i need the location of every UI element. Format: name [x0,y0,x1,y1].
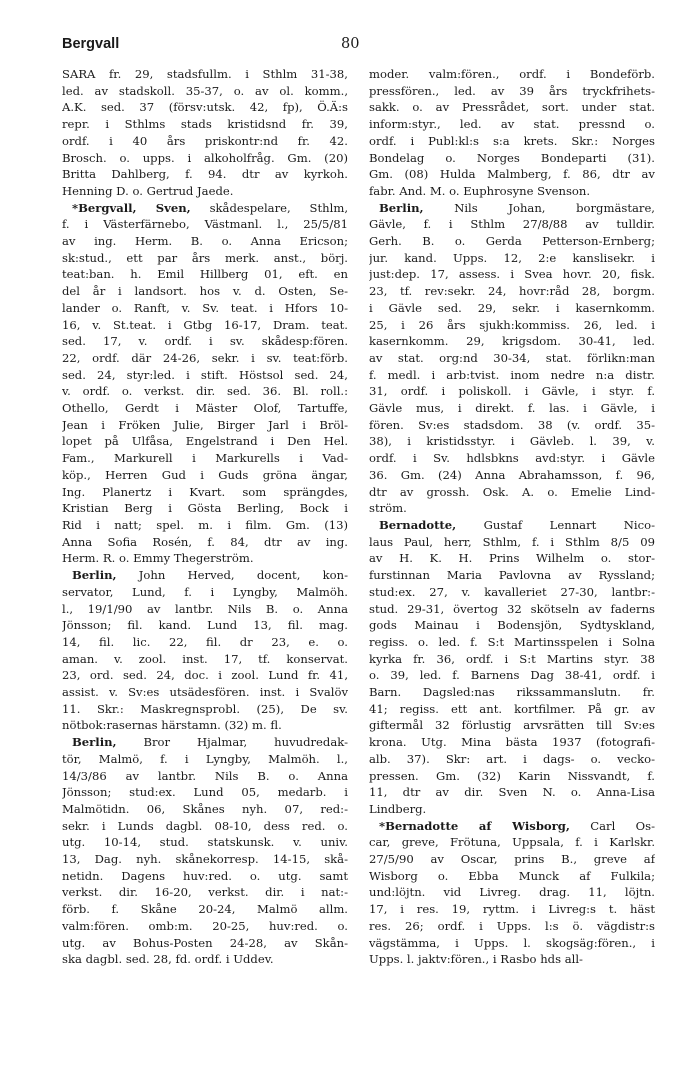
line-text: 41; regiss. ett ant. kortfilmer. På gr. av [369,701,655,716]
text-line [369,467,655,484]
text-line [62,834,348,851]
text-line [369,183,655,200]
text-line [369,517,655,534]
text-line [62,83,348,100]
text-line [62,383,348,400]
line-text: John Herved, docent, kon- [116,568,348,583]
text-line [62,884,348,901]
line-text: Bondelag o. Norges Bondeparti (31). [369,150,655,165]
text-line [62,717,348,734]
line-text: A.K. sed. 37 (försv:utsk. 42, fp), Ö.Ä:s [62,100,348,115]
text-line [369,550,655,567]
entry-headword: Berlin, [379,200,424,215]
line-text: furstinnan Maria Pavlovna av Ryssland; [369,568,655,583]
line-text: i Gävle sed. 29, sekr. i kasernkomm. [369,300,655,315]
line-text: 14/3/86 av lantbr. Nils B. o. Anna [62,768,348,783]
text-line [369,884,655,901]
text-line [62,550,348,567]
text-line [369,935,655,952]
text-line [62,484,348,501]
line-text: jur. kand. Upps. 12, 2:e kanslisekr. i [369,250,655,265]
line-text: stud. 29-31, övertog 32 skötseln av faderns [369,601,655,616]
line-text: ordf. i 40 års priskontr:nd fr. 42. [62,133,348,148]
line-text: sakk. o. av Pressrådet, sort. under stat. [369,100,655,115]
left-column [62,66,348,968]
text-line [369,283,655,300]
line-text: sekr. i Lunds dagbl. 08-10, dess red. o. [62,818,348,833]
line-text: teat:ban. h. Emil Hillberg 01, eft. en [62,267,348,282]
text-line [369,400,655,417]
text-line [369,383,655,400]
line-text: Gävle mus, i direkt. f. las. i Gävle, i [369,401,655,416]
text-line [369,801,655,818]
line-text: pressfören., led. av 39 års tryckfrihets- [369,83,655,98]
text-line [62,918,348,935]
line-text: moder. valm:fören., ordf. i Bondeförb. [369,67,655,81]
line-text: 31, ordf. i poliskoll. i Gävle, i styr. f. [369,384,655,399]
line-text: inform:styr., led. av stat. pressnd o. [369,117,655,132]
entry-headword: Bernadotte, [379,517,457,532]
text-line [62,133,348,150]
line-text: aman. v. zool. inst. 17, tf. konservat. [62,651,348,666]
line-text: ström. [369,501,407,516]
text-line [369,367,655,384]
text-line [369,868,655,885]
text-line [62,935,348,952]
text-line [62,417,348,434]
line-text: Jönsson; stud:ex. Lund 05, medarb. i [62,785,348,800]
line-text: krona. Utg. Mina bästa 1937 (fotografi- [369,735,655,750]
text-line [369,667,655,684]
text-line [62,784,348,801]
page-header [62,36,642,60]
right-column [369,66,655,968]
line-text: f. i Västerfärnebo, Västmanl. l., 25/5/81 [62,217,348,232]
line-text: kyrka fr. 36, ordf. i S:t Martins styr. 38 [369,651,655,666]
text-line [62,751,348,768]
text-line [62,66,348,83]
line-text: gods Mainau i Bodensjön, Sydtyskland, [369,618,655,633]
line-text: Wisborg o. Ebba Munck af Fulkila; [369,868,655,883]
text-line [369,166,655,183]
line-text: und:löjtn. vid Livreg. drag. 11, löjtn. [369,885,655,900]
text-line [369,617,655,634]
line-text: av H. K. H. Prins Wilhelm o. stor- [369,551,655,566]
text-line [369,266,655,283]
running-head: Bergvall [62,36,120,52]
line-text: skådespelare, Sthlm, [190,200,348,215]
text-line [62,433,348,450]
line-text: utg. av Bohus-Posten 24-28, av Skån- [62,935,348,950]
line-text: Nils Johan, borgmästare, [423,200,655,215]
line-text: köp., Herren Gud i Guds gröna ängar, [62,467,348,482]
text-line [369,951,655,968]
line-text: del år i landsort. hos v. d. Osten, Se- [62,284,348,299]
text-line [369,918,655,935]
line-text: Lindberg. [369,801,427,816]
line-text: fabr. And. M. o. Euphrosyne Svenson. [369,183,591,198]
line-text: Gustaf Lennart Nico- [456,517,655,532]
line-text: Jean i Fröken Julie, Birger Jarl i Bröl- [62,417,348,432]
text-line [369,300,655,317]
text-line [62,534,348,551]
line-text: 22, ordf. där 24-26, sekr. i sv. teat:förb. [62,350,348,365]
line-text: Gävle, f. i Sthlm 27/8/88 av tulldir. [369,217,655,232]
text-line [62,868,348,885]
text-line [62,350,348,367]
line-text: Britta Dahlberg, f. 94. dtr av kyrkoh. [62,167,348,182]
line-text: o. 39, led. f. Barnens Dag 38-41, ordf. i [369,668,655,683]
line-text: 11. Skr.: Maskregnsprobl. (25), De sv. [62,701,348,716]
text-line [369,116,655,133]
text-line [62,317,348,334]
line-text: av stat. org:nd 30-34, stat. förlikn:man [369,350,655,365]
line-text: Fam., Markurell i Markurells i Vad- [62,451,348,466]
text-line [369,717,655,734]
text-line [369,751,655,768]
text-line [369,150,655,167]
line-text: 27/5/90 av Oscar, prins B., greve af [369,852,655,867]
text-line [62,216,348,233]
text-line [62,818,348,835]
line-text: Rid i natt; spel. m. i film. Gm. (13) [62,517,348,532]
text-line [369,634,655,651]
line-text: car, greve, Frötuna, Uppsala, f. i Karlskr. [369,835,655,850]
text-line [62,400,348,417]
text-line [62,684,348,701]
text-line [62,367,348,384]
line-text: Bror Hjalmar, huvudredak- [116,735,348,750]
line-text: Gm. (08) Hulda Malmberg, f. 86, dtr av [369,167,655,182]
entry-headword: Berlin, [72,568,117,583]
text-line [62,99,348,116]
line-text: l., 19/1/90 av lantbr. Nils B. o. Anna [62,601,348,616]
line-text: Upps. l. jaktv:fören., i Rasbo hds all- [369,952,583,967]
text-line [369,333,655,350]
line-text: sk:stud., ett par års merk. anst., börj. [62,250,348,265]
text-line [62,266,348,283]
text-line [369,317,655,334]
entry-headword: Berlin, [72,735,117,750]
text-line [369,250,655,267]
line-text: ordf. i Publ:kl:s s:a krets. Skr.: Norges [369,133,655,148]
text-line [369,567,655,584]
line-text: verkst. dir. 16-20, verkst. dir. i nat:- [62,885,348,900]
line-text: SARA fr. 29, stadsfullm. i Sthlm 31-38, [62,67,348,81]
text-line [62,951,348,968]
line-text: giftermål 32 förlustig arvsrätten till Sv:es [369,718,655,733]
line-text: lopet på Ulfåsa, Engelstrand i Den Hel. [62,434,348,449]
text-line [62,651,348,668]
text-line [62,851,348,868]
line-text: 23, ord. sed. 24, doc. i zool. Lund fr. 41, [62,668,348,683]
text-line [62,617,348,634]
text-line [62,567,348,584]
text-line [62,734,348,751]
text-line [369,834,655,851]
text-line [62,300,348,317]
entry-headword: *Bernadotte af Wisborg, [379,818,570,833]
line-text: 13, Dag. nyh. skånekorresp. 14-15, skå- [62,852,348,867]
line-text: Henning D. o. Gertrud Jaede. [62,183,234,198]
line-text: valm:fören. omb:m. 20-25, huv:red. o. [62,918,348,933]
text-line [62,801,348,818]
line-text: sed. 17, v. ordf. i sv. skådesp:fören. [62,334,348,349]
line-text: 23, tf. rev:sekr. 24, hovr:råd 28, borgm. [369,284,655,299]
text-line [62,467,348,484]
line-text: lander o. Ranft, v. Sv. teat. i Hfors 10- [62,300,348,315]
text-line [369,901,655,918]
text-line [62,200,348,217]
text-line [62,584,348,601]
text-line [62,601,348,618]
text-line [62,150,348,167]
line-text: Carl Os- [569,818,655,833]
text-line [62,517,348,534]
line-text: res. 26; ordf. i Upps. l:s ö. vägdistr:s [369,918,655,933]
line-text: Herm. R. o. Emmy Thegerström. [62,551,254,566]
line-text: stud:ex. 27, v. kavalleriet 27-30, lantbr:- [369,584,655,599]
line-text: fören. Sv:es stadsdom. 38 (v. ordf. 35- [369,417,655,432]
line-text: laus Paul, herr, Sthlm, f. i Sthlm 8/5 09 [369,534,655,549]
text-line [369,768,655,785]
text-line [62,283,348,300]
entry-headword: *Bergvall, Sven, [72,200,191,215]
text-line [62,701,348,718]
line-text: 36. Gm. (24) Anna Abrahamsson, f. 96, [369,467,655,482]
line-text: Othello, Gerdt i Mäster Olof, Tartuffe, [62,401,348,416]
text-line [369,484,655,501]
text-line [369,701,655,718]
line-text: f. medl. i arb:tvist. inom nedre n:a distr. [369,367,655,382]
text-line [369,66,655,83]
text-line [369,83,655,100]
line-text: 16, v. St.teat. i Gtbg 16-17, Dram. teat. [62,317,348,332]
text-line [369,684,655,701]
line-text: 25, i 26 års sjukh:kommiss. 26, led. i [369,317,655,332]
text-line [62,183,348,200]
text-line [369,350,655,367]
line-text: av ing. Herm. B. o. Anna Ericson; [62,234,348,249]
text-line [369,601,655,618]
text-line [369,851,655,868]
line-text: assist. v. Sv:es utsädesfören. inst. i Svalöv [62,685,348,700]
text-line [62,500,348,517]
line-text: netidn. Dagens huv:red. o. utg. samt [62,868,348,883]
line-text: 38), i kristidsstyr. i Gävleb. l. 39, v. [369,434,655,449]
line-text: alb. 37). Skr: art. i dags- o. vecko- [369,751,655,766]
line-text: 11, dtr av dir. Sven N. o. Anna-Lisa [369,785,655,800]
line-text: repr. i Sthlms stads kristidsnd fr. 39, [62,117,348,132]
text-line [369,651,655,668]
line-text: kasernkomm. 29, krigsdom. 30-41, led. [369,334,655,349]
text-line [369,233,655,250]
page-number: 80 [341,36,360,52]
line-text: Kristian Berg i Gösta Berling, Bock i [62,501,348,516]
text-line [62,166,348,183]
line-text: Anna Sofia Rosén, f. 84, dtr av ing. [62,534,348,549]
text-line [369,433,655,450]
text-line [62,450,348,467]
line-text: ska dagbl. sed. 28, fd. ordf. i Uddev. [62,952,274,967]
text-line [369,500,655,517]
line-text: tör, Malmö, f. i Lyngby, Malmöh. l., [62,751,348,766]
text-line [369,534,655,551]
line-text: förb. f. Skåne 20-24, Malmö allm. [62,902,348,917]
line-text: utg. 10-14, stud. statskunsk. v. univ. [62,835,348,850]
text-line [369,784,655,801]
line-text: Malmötidn. 06, Skånes nyh. 07, red:- [62,801,348,816]
line-text: servator, Lund, f. i Lyngby, Malmöh. [62,584,348,599]
line-text: regiss. o. led. f. S:t Martinsspelen i Solna [369,634,655,649]
text-line [62,333,348,350]
line-text: v. ordf. o. verkst. dir. sed. 36. Bl. roll.: [62,384,348,399]
line-text: Barn. Dagsled:nas rikssammanslutn. fr. [369,685,655,700]
line-text: Gerh. B. o. Gerda Petterson-Ernberg; [369,234,655,249]
line-text: 17, i res. 19, ryttm. i Livreg:s t. häst [369,902,655,917]
text-line [369,818,655,835]
line-text: led. av stadskoll. 35-37, o. av ol. komm., [62,83,348,98]
text-line [369,450,655,467]
text-line [369,734,655,751]
line-text: Jönsson; fil. kand. Lund 13, fil. mag. [62,618,348,633]
text-line [62,250,348,267]
text-line [369,216,655,233]
line-text: vägstämma, i Upps. l. skogsäg:fören., i [369,935,655,950]
line-text: pressen. Gm. (32) Karin Nissvandt, f. [369,768,655,783]
text-line [369,417,655,434]
text-line [62,667,348,684]
text-line [369,99,655,116]
line-text: nötbok:rasernas härstamn. (32) m. fl. [62,718,282,733]
text-line [369,584,655,601]
text-line [62,634,348,651]
line-text: dtr av grossh. Osk. A. o. Emelie Lind- [369,484,655,499]
text-line [369,133,655,150]
text-line [62,116,348,133]
line-text: just:dep. 17, assess. i Svea hovr. 20, fisk. [369,267,655,282]
line-text: 14, fil. lic. 22, fil. dr 23, e. o. [62,634,348,649]
line-text: Ing. Planertz i Kvart. som sprängdes, [62,484,348,499]
text-line [62,901,348,918]
text-line [62,768,348,785]
line-text: ordf. i Sv. hdlsbkns avd:styr. i Gävle [369,451,655,466]
text-line [369,200,655,217]
line-text: Brosch. o. upps. i alkoholfråg. Gm. (20) [62,150,348,165]
line-text: sed. 24, styr:led. i stift. Höstsol sed. 24, [62,367,348,382]
text-line [62,233,348,250]
